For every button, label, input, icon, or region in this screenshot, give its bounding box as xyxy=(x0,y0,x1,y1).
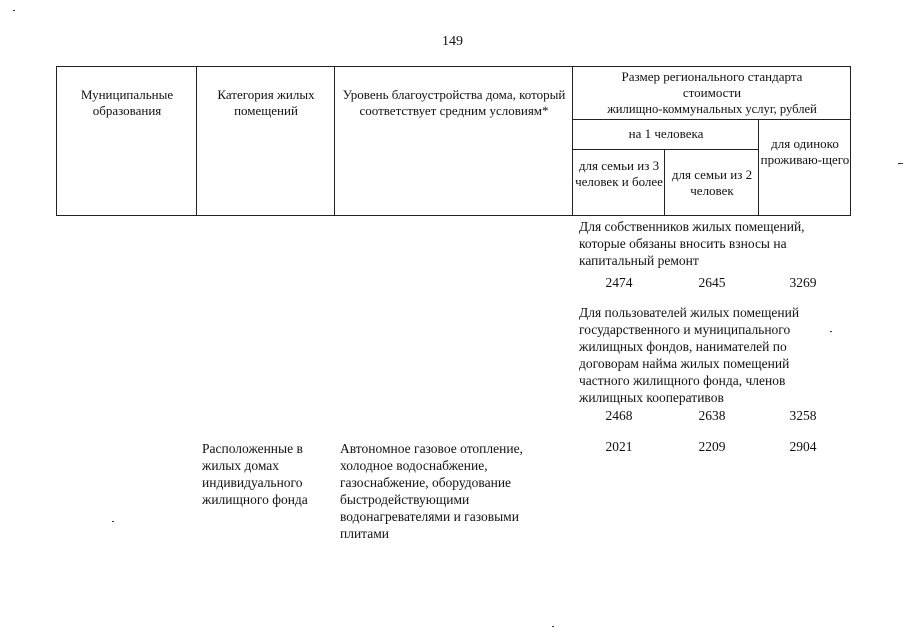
border-col2 xyxy=(196,66,197,216)
owners-value-single: 3269 xyxy=(789,275,817,290)
users-note: Для пользователей жилых помещений государственного и муниципального жилищных фондов, нанимателей по договорам найма жилых помещений частного жилищного фонда, членов жилищных кооперативов xyxy=(579,305,800,405)
border-left xyxy=(56,66,57,216)
header-sub-border xyxy=(572,149,758,150)
scan-speck xyxy=(13,10,15,11)
border-col5 xyxy=(664,149,665,216)
scan-speck xyxy=(552,626,554,627)
row-value-family2: 2209 xyxy=(698,439,726,454)
border-col4 xyxy=(572,66,573,216)
header-top-border xyxy=(56,66,851,67)
users-value-family2: 2638 xyxy=(698,408,726,423)
scan-speck xyxy=(112,521,114,522)
row-category: Расположенные в жилых домах индивидуального жилищного фонда xyxy=(202,441,308,507)
header-standard-line1: Размер регионального стандарта xyxy=(621,69,803,84)
scan-speck xyxy=(830,331,832,332)
header-mid-border xyxy=(572,119,851,120)
row-level: Автономное газовое отопление, холодное водоснабжение, газоснабжение, оборудование быстродействующими водонагревателями и газовыми плитами xyxy=(340,441,523,541)
border-col6 xyxy=(758,119,759,216)
header-single: для одиноко проживаю-щего xyxy=(760,136,850,167)
header-municipal: Муниципальные образования xyxy=(80,87,174,118)
users-value-single: 3258 xyxy=(789,408,817,423)
row-value-family3: 2021 xyxy=(605,439,633,454)
border-right xyxy=(850,66,851,216)
border-col3 xyxy=(334,66,335,216)
header-bottom-border xyxy=(56,215,851,216)
owners-value-family2: 2645 xyxy=(698,275,726,290)
header-per-person: на 1 человека xyxy=(628,126,704,141)
header-family3: для семьи из 3 человек и более xyxy=(575,158,663,189)
owners-note: Для собственников жилых помещений, которые обязаны вносить взносы на капитальный ремонт xyxy=(579,219,805,268)
header-level: Уровень благоустройства дома, который соответствует средним условиям* xyxy=(342,87,566,118)
header-standard-line2: стоимости xyxy=(682,85,742,100)
header-category: Категория жилых помещений xyxy=(217,87,315,118)
users-value-family3: 2468 xyxy=(605,408,633,423)
header-family2: для семьи из 2 человек xyxy=(671,167,753,198)
page-number: 149 xyxy=(442,34,463,49)
scan-speck xyxy=(898,163,903,164)
owners-value-family3: 2474 xyxy=(605,275,633,290)
header-standard-line3: жилищно-коммунальных услуг, рублей xyxy=(607,102,817,116)
row-value-single: 2904 xyxy=(789,439,817,454)
